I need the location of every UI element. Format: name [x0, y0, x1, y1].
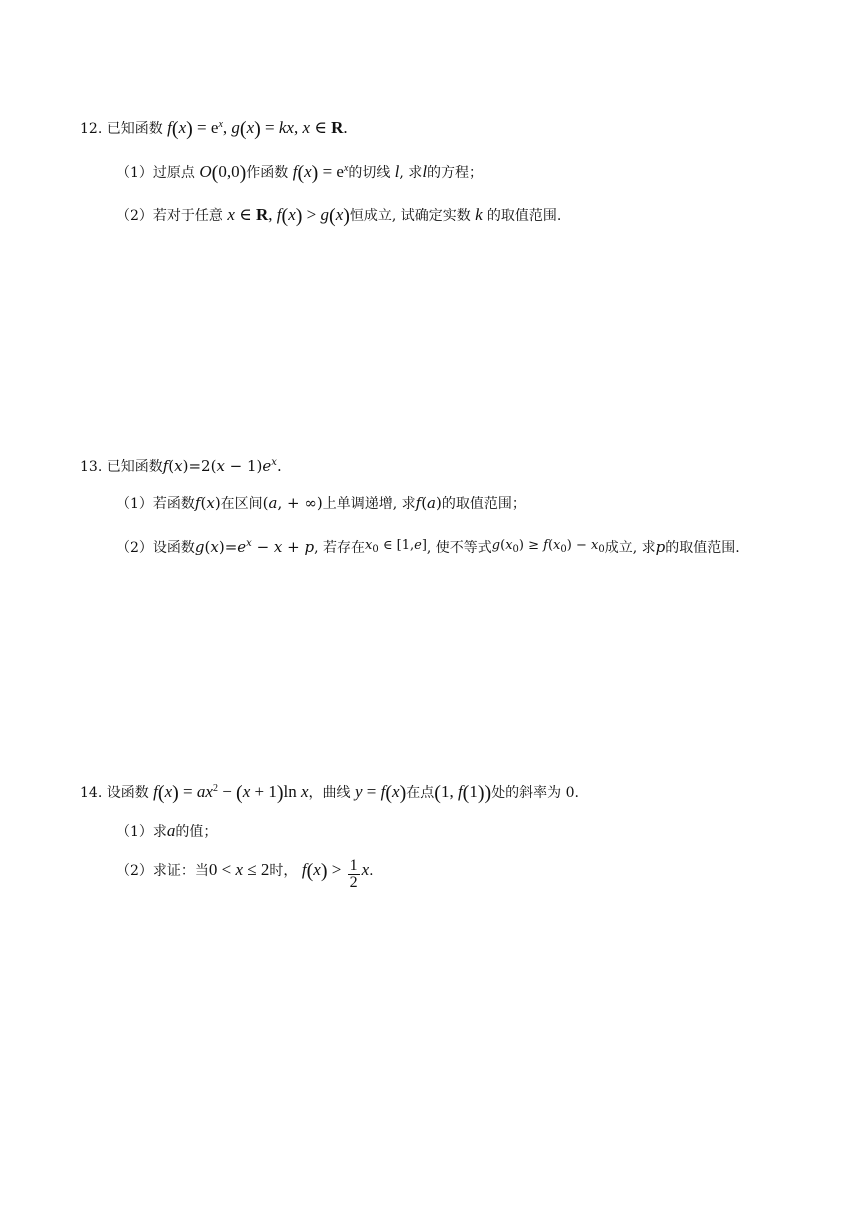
math-formula: k [470, 205, 487, 224]
problem-14-stem [80, 778, 579, 804]
math-formula: p [655, 538, 666, 556]
part-text: 作函数 [246, 165, 289, 181]
math-formula: $g(x)=e^x - x + p$ [194, 538, 315, 556]
problem-12-stem [80, 114, 348, 140]
problem-12-part-1 [116, 158, 483, 184]
part-label: （1） [116, 165, 153, 181]
part-text: 的取值范围； [441, 496, 526, 512]
stem-text: 设函数 [106, 785, 149, 801]
math-formula: (a, + ∞) [262, 494, 323, 512]
part-text: 成立, 求 [604, 540, 656, 556]
part-text: . [369, 863, 374, 879]
math-formula: 0 < x ≤ 2 [208, 860, 270, 879]
stem-text: 已知函数 [106, 121, 163, 137]
stem-text: 已知函数 [106, 459, 163, 475]
part-label: （2） [116, 208, 153, 224]
problem-13-stem [80, 452, 282, 478]
math-formula: l [390, 162, 400, 181]
part-text: 时， [269, 863, 298, 879]
math-formula: (1, f(1)) [434, 782, 492, 804]
problem-number: 13. [80, 459, 103, 475]
math-formula: $f(x) = ax^2 - (x + 1)\ln$ x [153, 782, 309, 804]
math-formula: f(x) [194, 494, 221, 512]
part-text: 求 [152, 824, 167, 840]
math-formula: $x_0$ ∈ [1,e] [365, 538, 427, 555]
problem-number: 12. [80, 121, 103, 137]
problem-14-part-1 [116, 820, 217, 843]
math-formula: $f(x)=2(x - 1)e^x$. [162, 457, 282, 475]
part-text: , 使不等式 [426, 540, 492, 556]
part-text: 的取值范围. [665, 540, 740, 556]
math-formula: f(x) > $\frac{1}{2}$ x [301, 857, 370, 891]
math-formula: O(0,0) [199, 162, 247, 184]
part-text: 设函数 [152, 540, 195, 556]
math-formula: f(a) [415, 494, 442, 512]
problem-12-part-2 [116, 204, 561, 227]
part-text: , 若存在 [314, 540, 366, 556]
math-formula: y = f(x) [355, 782, 407, 804]
part-text: , 求 [399, 165, 423, 181]
part-label: （1） [116, 824, 153, 840]
math-formula: $f(x) = e^x$ [292, 162, 349, 184]
math-formula: a [166, 821, 176, 840]
math-formula: $f(x) = e^x$, g(x) = kx, x ∈ R. [167, 118, 348, 140]
part-label: （1） [116, 496, 153, 512]
math-formula: x ∈ R, f(x) > g(x) [227, 205, 350, 227]
part-text: 过原点 [152, 165, 195, 181]
part-text: 的取值范围. [486, 208, 562, 224]
part-label: （2） [116, 863, 153, 879]
math-formula: $g(x_0) \ge f(x_0) - x_0$ [491, 538, 605, 555]
problem-number: 14. [80, 785, 103, 801]
problem-13-part-2 [116, 533, 740, 561]
part-text: 若对于任意 [152, 208, 223, 224]
part-text: 上单调递增, 求 [322, 496, 416, 512]
part-text: 的方程； [427, 165, 484, 181]
math-formula: l [422, 162, 428, 181]
part-text: 求证：当 [152, 863, 209, 879]
stem-text: 处的斜率为 0. [491, 785, 579, 801]
part-text: 在区间 [220, 496, 263, 512]
problem-14-part-2 [116, 858, 374, 891]
part-label: （2） [116, 540, 153, 556]
fraction: $\frac{1}{2}$ [349, 857, 358, 891]
stem-text: 在点 [406, 785, 435, 801]
part-text: 的切线 [348, 165, 391, 181]
part-text: 的值； [175, 824, 218, 840]
stem-text: ，曲线 [308, 785, 351, 801]
problem-13-part-1 [116, 492, 526, 515]
part-text: 恒成立, 试确定实数 [349, 208, 471, 224]
part-text: 若函数 [152, 496, 195, 512]
